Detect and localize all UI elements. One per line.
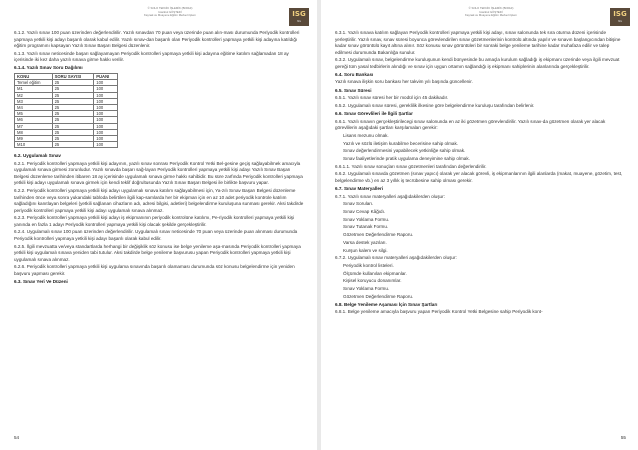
table-cell: 100 <box>94 142 118 148</box>
right-page-header <box>321 4 638 26</box>
table-cell: 25 <box>52 105 94 111</box>
table-cell: 100 <box>94 92 118 98</box>
table-cell: 100 <box>94 129 118 135</box>
table-cell: 100 <box>94 111 118 117</box>
section-heading: 6.4. Soru Bankası <box>335 71 374 77</box>
table-cell: 25 <box>52 123 94 129</box>
list-item: Sınav Yoklama Formu. <box>343 216 390 222</box>
list-item: Ölçümde kullanılan ekipmanlar. <box>343 270 407 276</box>
table-cell: 25 <box>52 136 94 142</box>
paragraph: 6.3.2. Uygulamalı sınav, belgelendirme kuruluşunun kendi bünyesinde bu amaçla kurulum sağladığı iş ekipmanı üzerinde veya ilgili mevzuat gereği tüm yasal tedbirlerin alındığı ve sınav için uygun ortamın sağlandığı iş ekipmanı sahiplerinin alanlarında gerçekleştirilir. <box>335 57 620 69</box>
header-line: © SOLO TEKNİK İŞLEMİK (BODHI) <box>147 6 193 10</box>
right-page <box>321 0 638 450</box>
left-page <box>0 0 317 450</box>
list-item: Sınav Tutanak Formu. <box>343 224 389 230</box>
table-cell: 25 <box>52 80 94 86</box>
column-header: KONU <box>15 73 53 79</box>
paragraph: 6.1.3. Yazılı sınav neticesinde başarı sağlayamayan Periyodik kontrolleri yapmaya yetkili kişi adayına eğitime katılım sağlamadan 18 ay içerisinde iki kez daha yazılı sınava girme hakkı verilir. <box>14 50 289 63</box>
paragraph: 6.2.3. Periyodik kontrolleri yapmaya yetkili kişi adayı iş ekipmanının periyodik kontrolüne katılımı, Pe-riyodik kontrolleri yapmaya yetkili kişi yanında en fazla 1 adayı Periyodik kontrolleri yapmaya yetkili kişi olacak şekilde gerçekleştirilir. <box>14 215 295 227</box>
table-cell: 25 <box>52 142 94 148</box>
paragraph: 6.8.1. Belge yenileme amacıyla başvuru yapan Periyodik Kontrol Yetki Belgesine sahip Periyodik kont- <box>335 309 543 315</box>
list-item: Sınav faaliyetlerinde pratik uygulama deneyimine sahip olmak. <box>343 156 470 162</box>
table-cell: 100 <box>94 136 118 142</box>
table-cell: 25 <box>52 129 94 135</box>
list-item: Sınav değerlendirmesini yapabilecek yetkinliğe sahip olmak. <box>343 148 466 154</box>
table-cell: M3 <box>15 98 53 104</box>
paragraph: 6.2.4. Uygulamalı sınav 100 puan üzerinden değerlendirilir. Uygulamalı sınav neticesinde 70 puan veya üzerinde puan alınması durumunda Periyodik kontrolleri yapmaya yetkili kişi adayı başarılı olarak kabul edilir. <box>14 229 298 241</box>
header-line: © SOLO TEKNİK İŞLEMİK (BODHI) <box>468 6 514 10</box>
section-heading: 6.6. Sınav Görevlileri ile İlgili Şartlar <box>335 111 413 117</box>
left-page-header <box>0 4 317 26</box>
paragraph: 6.3.1. Yazılı sınava katılım sağlayan Periyodik kontrolleri yapmaya yetkili kişi adayı, sınav salonunda tek sıra oturma düzeni içerisinde yerleştirilir. Yazılı sınav, sınav süresi boyunca görevlendirilen sınav gözetmenlerinin kontrolü altında yapılır ve sınavın başlangıcından bitişine kadar sınav görüntülü kayıt altına alınır. Söz konusu sınav görüntüleri bir sonraki belge yenileme tarihine kadar muhafaza edilir ve talep edilmesi durumunda Bakanlığa sunulur. <box>335 30 621 55</box>
paragraph: Yazılı sınava ilişkin soru bankası her takvim yılı başında güncellenir. <box>335 79 473 85</box>
isg-logo: ISG ISG <box>289 8 309 26</box>
list-item: Sınav Cevap Kâğıdı. <box>343 209 386 215</box>
table-body <box>15 80 118 148</box>
left-page-content <box>14 30 304 287</box>
header-text <box>441 7 541 18</box>
paragraph: 6.5.2. Uygulamalı sınav süresi, gereklilik ilkesine göre belgelendirme kuruluşu tarafından belirlenir. <box>335 102 535 108</box>
paragraph: 6.6.2. Uygulamalı sınavda gözetmen (sınav yapıcı) olarak yer alacak görevli, iş ekipmanlarının ilgili alanlarda (makat, muayene, gözetim, test, belgelendirme vb.) en az 3 yıllık iş tecrübesine sahip olması gerekir. <box>335 171 623 183</box>
page-number: 54 <box>14 435 20 440</box>
section-heading: 6.2. Uygulamalı Sınav <box>14 153 61 159</box>
header-line: Istanbul GÖŞTEDİ <box>158 9 182 14</box>
list-item: Gözetmen Değerlendirme Raporu. <box>343 293 414 299</box>
paragraph: 6.2.2. Periyodik kontrolleri yapmaya yetkili kişi adayı uygulamalı sınava katılım sağlayabilmesi için, Ya-zılı Sınav Başarı Belgesi düzenleme tarihinden önce veya sonra yukarıdaki tabloda belirtilen ilgili kap-samlarda her bir ekipman için en az 10 adet periyodik kontrole katılım sağladığını kanıtlayan belgeleri (yetkili sağlanan cihazların adı, adresi bilgisi, adetleri) belgelendirme kuruluşuna sunması gerekir. Aksi takdirde periyodik kontrolleri yapmaya yetkili kişi adayı uygulamalı sınava alınmaz. <box>14 188 304 213</box>
paragraph: 6.2.6. Periyodik kontrolleri yapmaya yetkili kişi uygulama sınavında başarılı olamaması durumunda söz konusu belgelendirme için yeniden başvuru yapması gerekir. <box>14 264 295 276</box>
table-cell: 100 <box>94 98 118 104</box>
table-cell: 25 <box>52 92 94 98</box>
table-cell: M10 <box>15 142 53 148</box>
section-heading: 6.5. Sınav Süresi <box>335 87 372 93</box>
table-cell: 25 <box>52 117 94 123</box>
list-item: Yazılı ve sözlü iletişim kurabilme becerisine sahip olmak. <box>343 140 459 146</box>
list-item: Periyodik kontrol listeleri. <box>343 262 394 268</box>
list-item: Kurşun kalem ve silgi. <box>343 247 388 253</box>
page-number: 55 <box>620 435 626 440</box>
table-row <box>15 142 118 148</box>
column-header: SORU SAYISI <box>52 73 94 79</box>
paragraph: 6.2.1. Periyodik kontrolleri yapmaya yetkili kişi adayının, yazılı sınav sonrası Periyodik Kontrol Yetki Bel-gesine geçiş sağlayabilmek amacıyla uygulamalı sınava girmesi zorunludur. Yazılı sınavda başarı sağ-layan Periyodik kontrolleri yapmaya yetkili kişi adayı Yazılı Sınav Başarı Belgesi düzenleme tarihinden itibaren 18 ay içerisinde uygulamalı sınava girme hakkı sahibidir. Bu süre zarfında Periyodik kontrolleri yapmaya yetkili kişi adayı uygulamalı sınava girmek için kendi teklif doğrultusunda Yazılı Sınav Başarı Belgesi ile birlikte başvuru yapar. <box>14 160 303 186</box>
table-cell: 100 <box>94 80 118 86</box>
list-item: Varsa destek yazıları. <box>343 239 387 245</box>
table-cell: M4 <box>15 105 53 111</box>
column-header: PUANI <box>94 73 118 79</box>
table-cell: M7 <box>15 123 53 129</box>
section-heading: 6.7. Sınav Materyalleri <box>335 186 384 192</box>
header-text <box>120 7 220 18</box>
header-line: Istanbul GÖŞTEDİ <box>479 9 503 14</box>
paragraph: 6.7.1. Yazılı sınav materyalleri aşağıdakilerden oluşur: <box>335 193 445 199</box>
table-cell: M9 <box>15 136 53 142</box>
list-item: Sınav Yoklama Formu. <box>343 285 390 291</box>
paragraph: 6.6.1. Yazılı sınavın gerçekleştirilecegi sınav salonunda en az iki gözetmen görevlendirilir. Yazılı sınav-da gözetmen olarak yer alacak görevlilerin aşağıdaki şartları karşılamaları gerekir: <box>335 118 606 131</box>
paragraph: 6.1.2. Yazılı sınav 100 puan üzerinden değerlendirilir. Yazılı sınavdan 70 puan veya üzerinde puan alın-ması durumunda Periyodik kontrolleri yapmaya yetkili kişi adayı başarılı olarak kabul edilir. Yazılı sınav-dan başarılı olan Periyodik kontrolleri yapmaya yetkili kişi adayına katıldığı eğitim programını kapsayan Yazılı Sınav Başarı Belgesi düzenlenir. <box>14 30 300 48</box>
table-cell: M1 <box>15 86 53 92</box>
header-line: Kaynak ve Muayene Eğitim Merkezi Işlem <box>465 13 517 18</box>
list-item: Sınav Soruları. <box>343 201 374 207</box>
section-heading: 6.1.4. Yazılı Sınav Soru Dağılımı <box>14 65 83 71</box>
header-line: Kaynak ve Muayene Eğitim Merkezi Işlem <box>144 13 196 18</box>
table-cell: 100 <box>94 117 118 123</box>
table-cell: 100 <box>94 86 118 92</box>
paragraph: 6.5.1. Yazılı sınav süresi her bir modül için 45 dakikadır. <box>335 95 449 101</box>
question-distribution-table <box>14 73 118 148</box>
table-cell: M6 <box>15 117 53 123</box>
table-cell: 25 <box>52 86 94 92</box>
section-heading: 6.8. Belge Yenileme Aşaması İçin Sınav Şartları <box>335 301 438 307</box>
paragraph: 6.2.5. İlgili mevzuatta ve/veya standartlarda herhangi bir değişiklik söz konusu ise belge yenileme aşa-masında Periyodik kontrolleri yapmaya yetkili kişi uygulamalı sınava yeniden tabi tutulur. Aksi takdirde belge yenileme başvurusu yapan Periyodik kontrolleri yapmaya yetkili kişi uygulamalı sınava alınmaz. <box>14 243 301 262</box>
section-heading: 6.3. Sınav Yeri Ve Düzeni <box>14 279 68 285</box>
list-item: Kişisel koruyucu donanımlar. <box>343 278 402 284</box>
table-cell: M2 <box>15 92 53 98</box>
table-cell: 100 <box>94 105 118 111</box>
table-cell: 25 <box>52 98 94 104</box>
list-item: Lisans mezunu olmak. <box>343 132 389 138</box>
table-cell: 100 <box>94 123 118 129</box>
paragraph: 6.6.1.1. Yazılı sınav sonuçları sınav gözetmenleri tarafından değerlendirilir. <box>335 163 487 169</box>
table-cell: 25 <box>52 111 94 117</box>
isg-logo: ISG ISG <box>610 8 630 26</box>
paragraph: 6.7.2. Uygulamalı sınav materyalleri aşağıdakilerden oluşur: <box>335 255 457 261</box>
list-item: Gözetmen Değerlendirme Raporu. <box>343 232 414 238</box>
table-cell: Temel eğitim <box>15 80 53 86</box>
table-cell: M5 <box>15 111 53 117</box>
right-page-content <box>335 30 625 317</box>
table-cell: M8 <box>15 129 53 135</box>
